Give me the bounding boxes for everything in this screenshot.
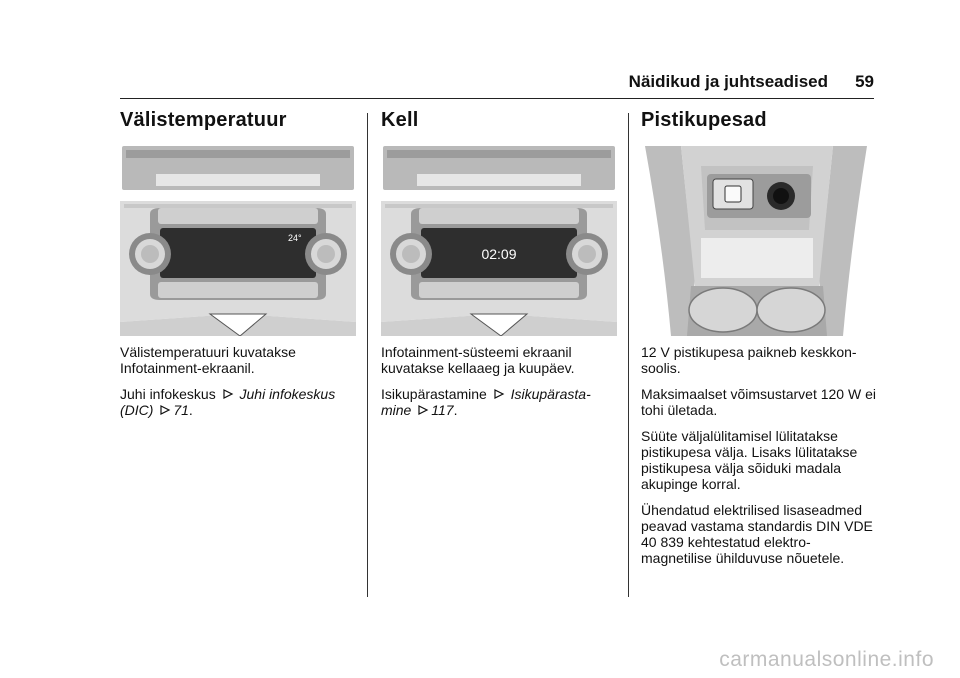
display-clock: 02:09 — [481, 246, 517, 262]
infotainment-panel-figure — [120, 146, 356, 336]
section-heading: Välistemperatuur — [120, 109, 287, 131]
section-heading: Pistikupesad — [641, 109, 767, 131]
page-link[interactable]: 117 — [431, 402, 454, 418]
cross-reference: Juhi infokeskus Juhi infokeskus (DIC) 71. — [120, 386, 336, 418]
watermark: carmanualsonline.info — [719, 648, 934, 671]
paragraph: Süüte väljalülitamisel lülitatakse pistikupesa välja. Lisaks lülitatakse pistikupesa välja sõiduki madala akupinge korral. — [641, 428, 858, 492]
paragraph: Ühendatud elektrilised lisaseadmed peavad vastama standardis DIN VDE 40 839 kehtestatud elektro-magnetilise ühilduvuse nõuetele. — [641, 502, 873, 566]
column-divider — [367, 113, 368, 597]
header-rule — [120, 98, 874, 99]
reference-arrow-icon — [222, 388, 234, 400]
page-header — [120, 72, 874, 98]
section-clock — [381, 108, 617, 428]
page-link[interactable]: 71 — [173, 402, 189, 418]
paragraph: Välistemperatuuri kuvatakse Infotainment-ekraanil. — [120, 344, 296, 376]
header-title: Näidikud ja juhtseadised — [628, 72, 828, 91]
reference-arrow-icon — [417, 404, 429, 416]
section-power-outlets — [641, 108, 877, 576]
page-number: 59 — [855, 72, 874, 91]
column-divider — [628, 113, 629, 597]
paragraph: 12 V pistikupesa paikneb keskkon-soolis. — [641, 344, 857, 376]
reference-arrow-icon — [159, 404, 171, 416]
section-outside-temperature — [120, 108, 356, 428]
paragraph: Maksimaalset võimsustarvet 120 W ei tohi ületada. — [641, 386, 876, 418]
section-heading: Kell — [381, 109, 419, 131]
reference-arrow-icon — [493, 388, 505, 400]
paragraph: Infotainment-süsteemi ekraanil kuvatakse kellaaeg ja kuupäev. — [381, 344, 575, 376]
display-temperature: 24° — [288, 233, 302, 243]
power-outlet-figure — [641, 146, 877, 336]
infotainment-clock-figure — [381, 146, 617, 336]
cross-reference: Isikupärastamine Isikupärasta- mine 117. — [381, 386, 591, 418]
